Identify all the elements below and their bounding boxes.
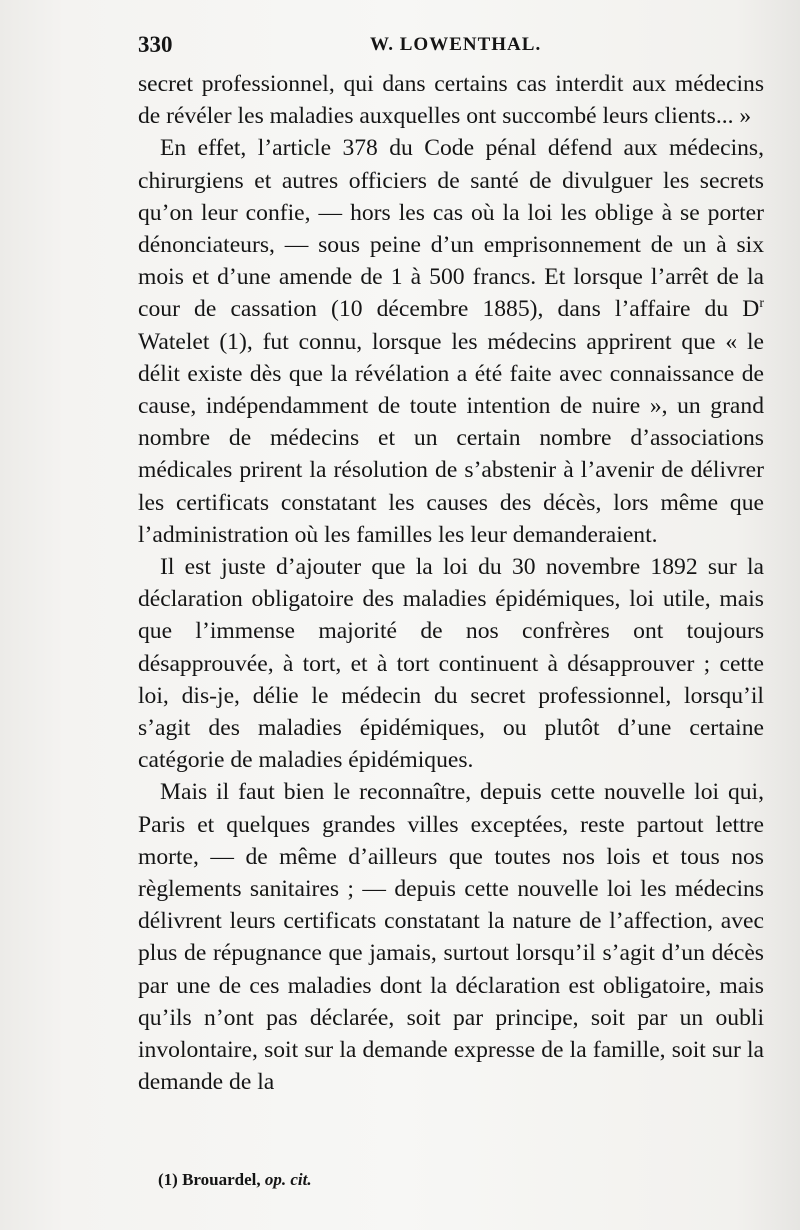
- running-title: W. LOWENTHAL.: [370, 34, 542, 55]
- paragraph-reconnaitre: Mais il faut bien le reconnaître, depuis cette nouvelle loi qui, Paris et quelques grandes villes exceptées, reste partout lettre morte, — de même d’ailleurs que toutes nos lois et tous nos règlements sanitaires ; — depuis cette nouvelle loi les médecins délivrent leurs certificats constatant la nature de l’affection, avec plus de répugnance que jamais, surtout lorsqu’il s’agit d’un décès par une de ces maladies dont la déclaration est obligatoire, mais qu’ils n’ont pas déclarée, soit par principe, soit par un oubli involontaire, soit sur la demande expresse de la famille, soit sur la demande de la: [138, 779, 764, 1096]
- paragraph-loi-1892: Il est juste d’ajouter que la loi du 30 novembre 1892 sur la déclaration obligatoire des maladies épidémiques, loi utile, mais que l’immense majorité de nos confrères ont toujours désapprouvée, à tort, et à tort continuent à désapprouver ; cette loi, dis-je, délie le médecin du secret professionnel, lorsqu’il s’agit des maladies épidémiques, ou plutôt d’une certaine catégorie de maladies épidémiques.: [138, 554, 764, 774]
- doctor-abbrev-superscript: r: [759, 296, 764, 312]
- running-head: [138, 32, 758, 58]
- footnote: [158, 1170, 312, 1190]
- footnote-reference: op. cit.: [264, 1170, 312, 1189]
- paragraph-continuation: secret professionnel, qui dans certains cas interdit aux médecins de révéler les maladies auxquelles ont succombé leurs clients... »: [138, 71, 764, 130]
- footnote-marker: (1) Brouardel,: [158, 1170, 261, 1189]
- paragraph-code-penal-part-a: En effet, l’article 378 du Code pénal défend aux médecins, chirurgiens et autres officiers de santé de divulguer les secrets qu’on leur confie, — hors les cas où la loi les oblige à se porter dénonciateurs, — sous peine d’un emprisonnement de un à six mois et d’une amende de 1 à 500 francs. Et lorsque l’arrêt de la cour de cassation (10 décembre 1885), dans l’affaire du D: [138, 135, 764, 323]
- body-text: [138, 68, 764, 1099]
- page-number: 330: [138, 32, 173, 57]
- paragraph-code-penal-part-b: Watelet (1), fut connu, lorsque les médecins apprirent que « le délit existe dès que la révélation a été faite avec connaissance de cause, indépendamment de toute intention de nuire », un grand nombre de médecins et un certain nombre d’associations médicales prirent la résolution de s’abstenir à l’avenir de délivrer les certificats constatant les causes des décès, lors même que l’administration où les familles les leur demanderaient.: [138, 328, 764, 548]
- paragraph-code-penal: [138, 132, 764, 551]
